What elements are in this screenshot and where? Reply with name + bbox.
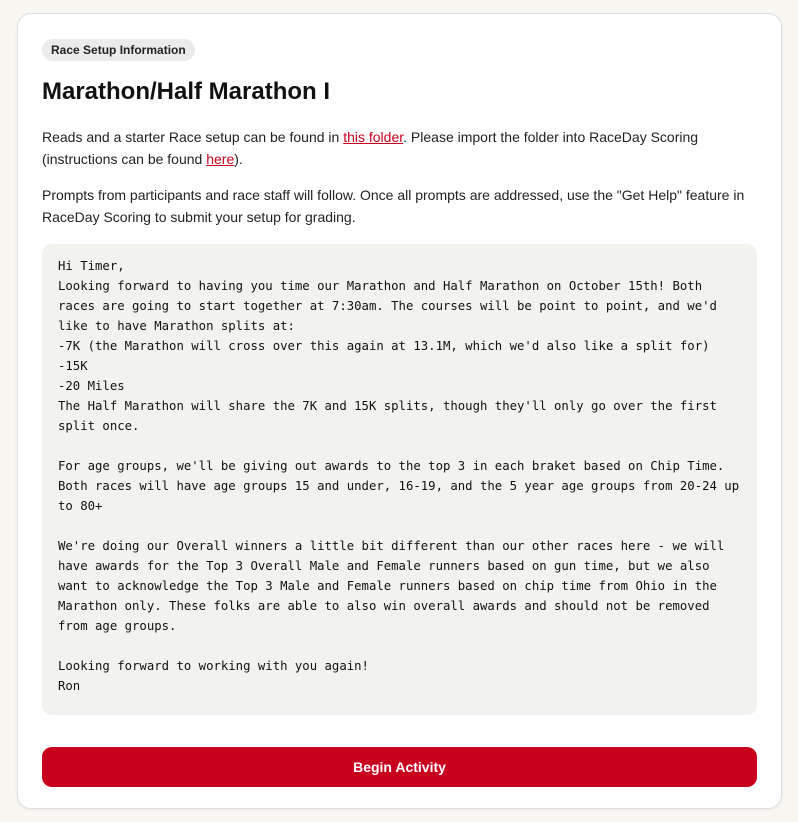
page-title: Marathon/Half Marathon I: [42, 78, 331, 105]
intro-text-middle: . Please import the folder into RaceDay Scoring (instructions can be found: [42, 129, 699, 167]
race-director-message: Hi Timer, Looking forward to having you time our Marathon and Half Marathon on October 15th! Both races are going to start together at 7:30am. The courses will be point to point, and we'd like to have Marathon splits at: -7K (the Marathon will cross over this again at 13.1M, which we'd also like a split for) -15K -20 Miles The Half Marathon will share the 7K and 15K splits, though they'll only go over the first split once. For age groups, we'll be giving out awards to the top 3 in each braket based on Chip Time. Both races will have age groups 15 and under, 16-19, and the 5 year age groups from 20-24 up to 80+ We're doing our Overall winners a little bit different than our other races here - we will have awards for the Top 3 Overall Male and Female runners based on gun time, but we also want to acknowledge the Top 3 Male and Female runners based on chip time from Ohio in the Marathon only. These folks are able to also win overall awards and should not be removed from age groups. Looking forward to working with you again! Ron: [42, 244, 757, 715]
begin-activity-button[interactable]: Begin Activity: [42, 747, 757, 787]
race-setup-card: [17, 13, 782, 809]
intro-text-start: Reads and a starter Race setup can be found in: [42, 129, 344, 145]
instructions-link[interactable]: here: [206, 151, 235, 167]
folder-link[interactable]: this folder: [343, 129, 404, 145]
intro-paragraph: [42, 126, 757, 170]
section-badge: Race Setup Information: [42, 39, 195, 61]
prompts-paragraph: Prompts from participants and race staff will follow. Once all prompts are addressed, use the "Get Help" feature in RaceDay Scoring to submit your setup for grading.: [42, 187, 745, 225]
intro-text-end: ).: [234, 151, 243, 167]
